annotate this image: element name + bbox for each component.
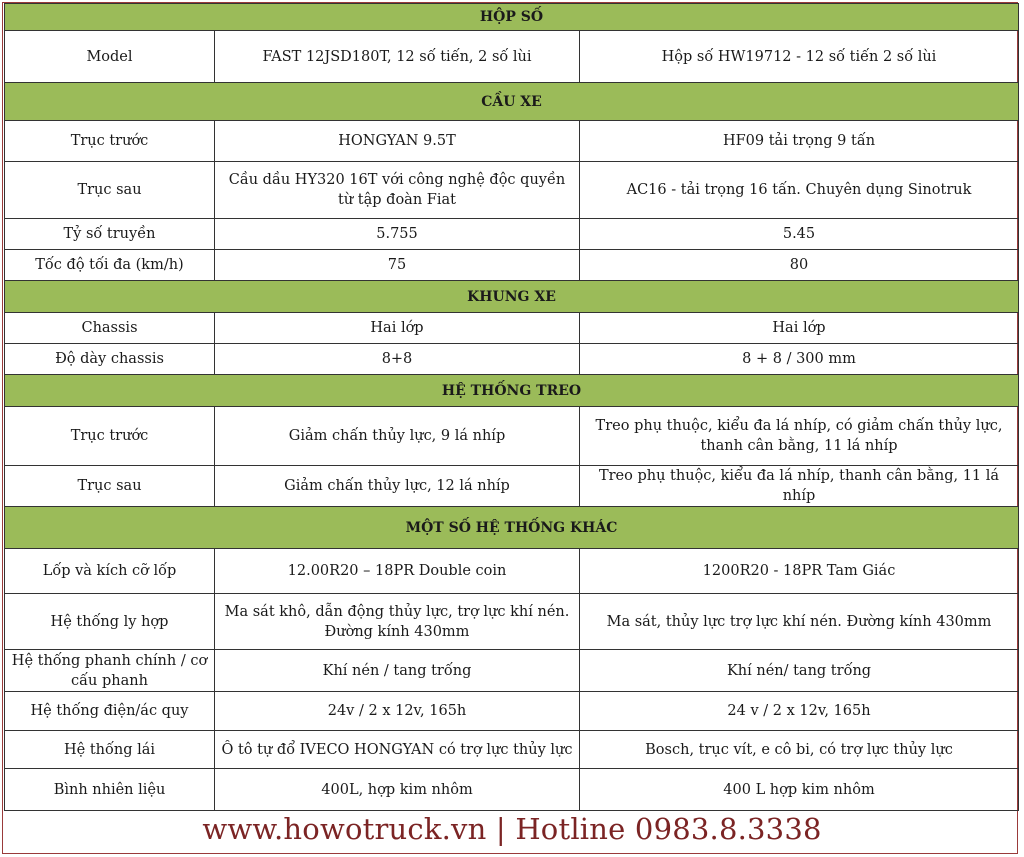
value-a: 75	[215, 250, 580, 281]
value-a: 8+8	[215, 344, 580, 375]
table-row	[5, 549, 1019, 594]
section-header-hop-so: HỘP SỐ	[5, 4, 1019, 31]
spec-table	[4, 3, 1019, 811]
table-row	[5, 31, 1019, 83]
value-b: Hộp số HW19712 - 12 số tiến 2 số lùi	[580, 31, 1019, 83]
value-b: 24 v / 2 x 12v, 165h	[580, 692, 1019, 731]
row-label: Hệ thống ly hợp	[5, 594, 215, 650]
value-b: Khí nén/ tang trống	[580, 650, 1019, 692]
table-row	[5, 250, 1019, 281]
value-a: FAST 12JSD180T, 12 số tiến, 2 số lùi	[215, 31, 580, 83]
table-row	[5, 769, 1019, 811]
table-row	[5, 731, 1019, 769]
value-b: Hai lớp	[580, 313, 1019, 344]
row-label: Model	[5, 31, 215, 83]
table-row	[5, 313, 1019, 344]
value-a: Giảm chấn thủy lực, 12 lá nhíp	[215, 466, 580, 507]
footer-contact-text: www.howotruck.vn | Hotline 0983.8.3338	[202, 812, 822, 846]
table-row	[5, 162, 1019, 219]
table-row	[5, 650, 1019, 692]
table-row	[5, 344, 1019, 375]
value-b: Treo phụ thuộc, kiểu đa lá nhíp, có giảm chấn thủy lực, thanh cân bằng, 11 lá nhíp	[580, 407, 1019, 466]
row-label: Chassis	[5, 313, 215, 344]
value-a: Cầu dầu HY320 16T với công nghệ độc quyền từ tập đoàn Fiat	[215, 162, 580, 219]
value-b: AC16 - tải trọng 16 tấn. Chuyên dụng Sinotruk	[580, 162, 1019, 219]
section-header-he-thong-treo: HỆ THỐNG TREO	[5, 375, 1019, 407]
row-label: Hệ thống lái	[5, 731, 215, 769]
value-a: Ma sát khô, dẫn động thủy lực, trợ lực khí nén. Đường kính 430mm	[215, 594, 580, 650]
row-label: Trục sau	[5, 162, 215, 219]
row-label: Tốc độ tối đa (km/h)	[5, 250, 215, 281]
row-label: Bình nhiên liệu	[5, 769, 215, 811]
row-label: Trục trước	[5, 121, 215, 162]
table-row	[5, 466, 1019, 507]
value-a: 24v / 2 x 12v, 165h	[215, 692, 580, 731]
row-label: Trục sau	[5, 466, 215, 507]
table-row	[5, 219, 1019, 250]
value-b: 1200R20 - 18PR Tam Giác	[580, 549, 1019, 594]
row-label: Tỷ số truyền	[5, 219, 215, 250]
section-header-cau-xe: CẦU XE	[5, 83, 1019, 121]
value-b: 80	[580, 250, 1019, 281]
value-a: Ô tô tự đổ IVECO HONGYAN có trợ lực thủy lực	[215, 731, 580, 769]
row-label: Độ dày chassis	[5, 344, 215, 375]
row-label: Hệ thống điện/ác quy	[5, 692, 215, 731]
value-b: 400 L hợp kim nhôm	[580, 769, 1019, 811]
row-label: Hệ thống phanh chính / cơ cấu phanh	[5, 650, 215, 692]
table-row	[5, 594, 1019, 650]
table-row	[5, 692, 1019, 731]
value-b: Treo phụ thuộc, kiểu đa lá nhíp, thanh cân bằng, 11 lá nhíp	[580, 466, 1019, 507]
value-b: Ma sát, thủy lực trợ lực khí nén. Đường kính 430mm	[580, 594, 1019, 650]
value-b: 8 + 8 / 300 mm	[580, 344, 1019, 375]
row-label: Lốp và kích cỡ lốp	[5, 549, 215, 594]
value-a: HONGYAN 9.5T	[215, 121, 580, 162]
value-a: 400L, hợp kim nhôm	[215, 769, 580, 811]
value-b: Bosch, trục vít, e cô bi, có trợ lực thủy lực	[580, 731, 1019, 769]
value-a: Hai lớp	[215, 313, 580, 344]
section-header-khung-xe: KHUNG XE	[5, 281, 1019, 313]
value-b: 5.45	[580, 219, 1019, 250]
value-a: 5.755	[215, 219, 580, 250]
table-row	[5, 407, 1019, 466]
value-a: Giảm chấn thủy lực, 9 lá nhíp	[215, 407, 580, 466]
value-a: Khí nén / tang trống	[215, 650, 580, 692]
value-a: 12.00R20 – 18PR Double coin	[215, 549, 580, 594]
table-row	[5, 121, 1019, 162]
row-label: Trục trước	[5, 407, 215, 466]
value-b: HF09 tải trọng 9 tấn	[580, 121, 1019, 162]
section-header-khac: MỘT SỐ HỆ THỐNG KHÁC	[5, 507, 1019, 549]
